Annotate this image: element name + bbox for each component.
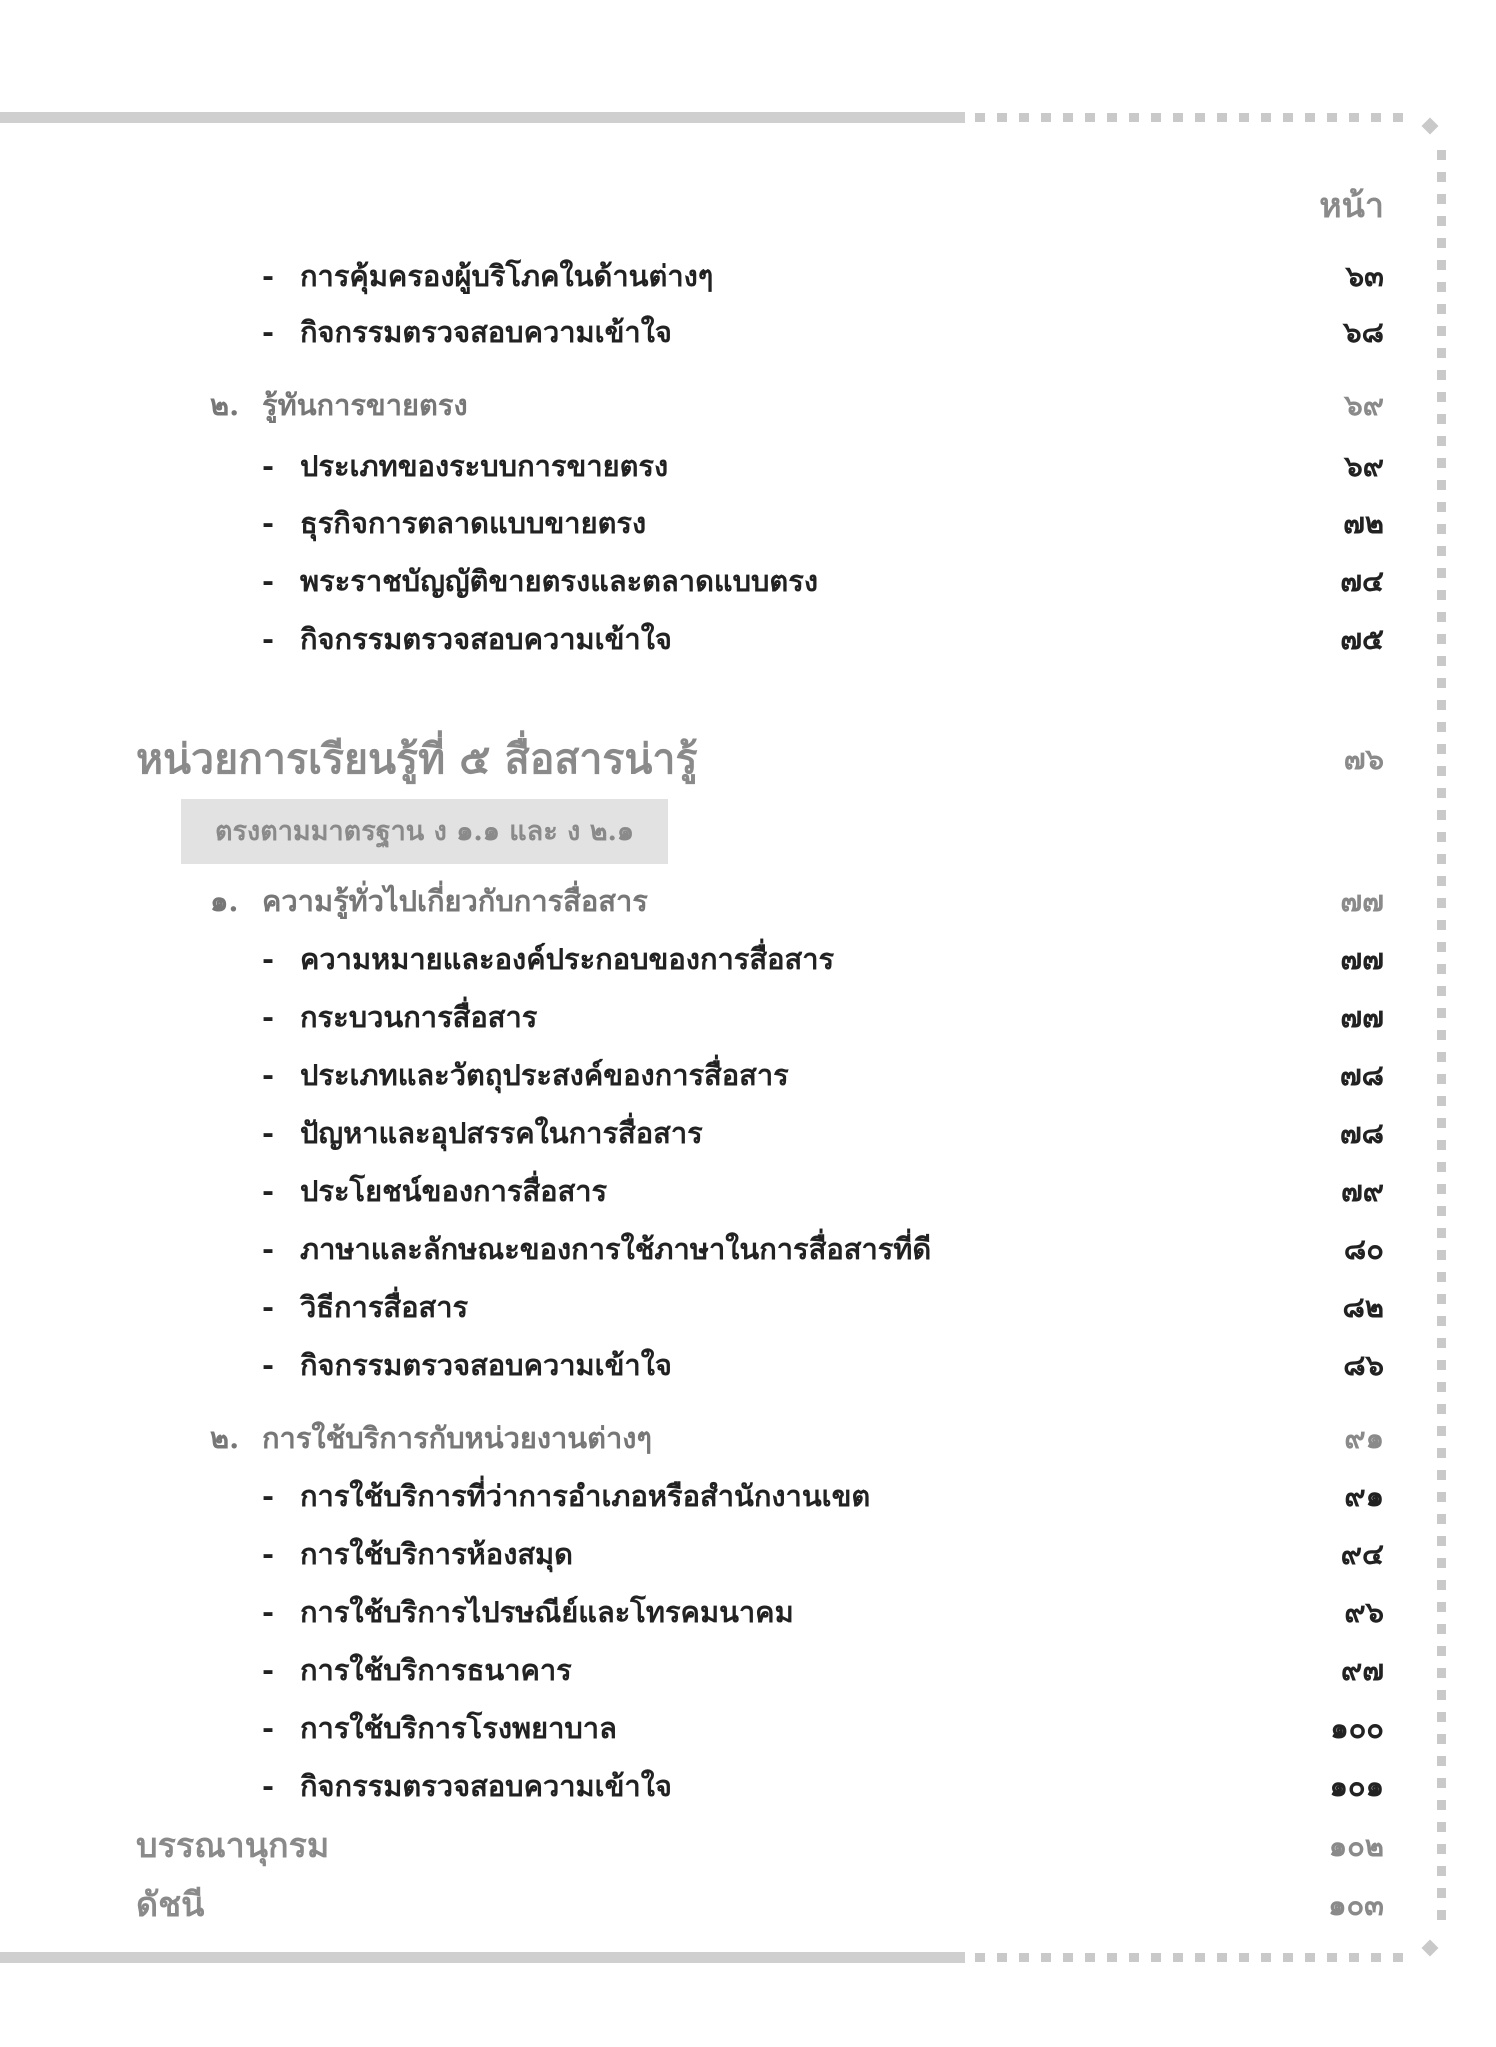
frame-top-bar: [0, 112, 965, 123]
toc-entry[interactable]: [0, 1337, 1496, 1393]
toc-bullet: -: [262, 1479, 275, 1513]
toc-entry[interactable]: [0, 1584, 1496, 1640]
toc-entry-title: ประเภทและวัตถุประสงค์ของการสื่อสาร: [300, 1058, 789, 1092]
toc-section-number: ๒.: [210, 388, 240, 422]
toc-entry[interactable]: [0, 1105, 1496, 1161]
toc-entry[interactable]: [0, 1221, 1496, 1277]
toc-page-number: ๗๗: [1340, 942, 1384, 976]
toc-page-number: ๗๙: [1340, 1174, 1384, 1208]
toc-page-number: ๘๐: [1343, 1232, 1384, 1266]
toc-entry-title: ประโยชน์ของการสื่อสาร: [300, 1174, 608, 1208]
frame-bottom-bar: [0, 1952, 965, 1963]
toc-page-number: ๖๙: [1344, 388, 1384, 422]
toc-entry[interactable]: [0, 1468, 1496, 1524]
toc-page-number: ๙๑: [1344, 1479, 1384, 1513]
toc-entry[interactable]: [0, 989, 1496, 1045]
toc-entry[interactable]: [0, 1279, 1496, 1335]
toc-entry[interactable]: [0, 1526, 1496, 1582]
toc-bullet: -: [262, 564, 275, 598]
toc-entry-title: พระราชบัญญัติขายตรงและตลาดแบบตรง: [300, 564, 818, 598]
toc-entry-title: การใช้บริการห้องสมุด: [300, 1537, 574, 1571]
toc-entry[interactable]: [0, 248, 1496, 304]
toc-page-number: ๗๘: [1339, 1116, 1384, 1150]
toc-entry-title: การใช้บริการโรงพยาบาล: [300, 1711, 617, 1745]
toc-bullet: -: [262, 1537, 275, 1571]
toc-unit-heading[interactable]: [0, 728, 1496, 790]
toc-page-number: ๗๗: [1340, 884, 1384, 918]
toc-section[interactable]: [0, 873, 1496, 929]
toc-bullet: -: [262, 1711, 275, 1745]
toc-page-number: ๘๒: [1342, 1290, 1384, 1324]
toc-entry[interactable]: [0, 304, 1496, 360]
toc-page-number: ๖๙: [1344, 449, 1384, 483]
toc-section-title: ความรู้ทั่วไปเกี่ยวกับการสื่อสาร: [262, 884, 648, 918]
frame-corner-diamond-icon: [1422, 118, 1439, 135]
toc-entry[interactable]: [0, 495, 1496, 551]
toc-page-number: ๑๐๒: [1328, 1829, 1384, 1863]
toc-index[interactable]: [0, 1877, 1496, 1933]
toc-entry-title: ปัญหาและอุปสรรคในการสื่อสาร: [300, 1116, 703, 1150]
toc-section-title: การใช้บริการกับหน่วยงานต่างๆ: [262, 1421, 652, 1455]
toc-entry-title: กิจกรรมตรวจสอบความเข้าใจ: [300, 1769, 672, 1803]
toc-section[interactable]: [0, 377, 1496, 433]
toc-page-number: ๑๐๐: [1330, 1711, 1384, 1745]
toc-bullet: -: [262, 1348, 275, 1382]
toc-entry-title: การคุ้มครองผู้บริโภคในด้านต่างๆ: [300, 259, 714, 293]
toc-bibliography-title: บรรณานุกรม: [136, 1826, 330, 1866]
toc-section-number: ๒.: [210, 1421, 240, 1455]
toc-entry-title: ภาษาและลักษณะของการใช้ภาษาในการสื่อสารที่ดี: [300, 1232, 932, 1266]
toc-entry-title: ธุรกิจการตลาดแบบขายตรง: [300, 506, 647, 540]
toc-page-number: ๗๘: [1339, 1058, 1384, 1092]
toc-bullet: -: [262, 1174, 275, 1208]
toc-entry-title: กิจกรรมตรวจสอบความเข้าใจ: [300, 622, 672, 656]
toc-entry[interactable]: [0, 1163, 1496, 1219]
toc-bullet: -: [262, 315, 275, 349]
toc-page-number: ๑๐๑: [1329, 1769, 1384, 1803]
toc-bullet: -: [262, 506, 275, 540]
toc-entry-title: ความหมายและองค์ประกอบของการสื่อสาร: [300, 942, 835, 976]
page-column-label: หน้า: [1319, 186, 1384, 226]
toc-entry[interactable]: [0, 1700, 1496, 1756]
toc-entry-title: การใช้บริการที่ว่าการอำเภอหรือสำนักงานเขต: [300, 1479, 871, 1513]
toc-page-number: ๗๖: [1343, 742, 1384, 776]
toc-page-number: ๗๗: [1340, 1000, 1384, 1034]
toc-entry[interactable]: [0, 931, 1496, 987]
standard-badge: [181, 799, 668, 864]
toc-page-number: ๙๖: [1344, 1595, 1384, 1629]
toc-bullet: -: [262, 1000, 275, 1034]
toc-page-number: ๖๘: [1343, 315, 1384, 349]
toc-entry-title: วิธีการสื่อสาร: [300, 1290, 469, 1324]
toc-bullet: -: [262, 1058, 275, 1092]
frame-top-dotted-line: [975, 113, 1405, 122]
toc-entry-title: กิจกรรมตรวจสอบความเข้าใจ: [300, 1348, 672, 1382]
toc-entry[interactable]: [0, 611, 1496, 667]
toc-bullet: -: [262, 259, 275, 293]
toc-page-number: ๗๒: [1343, 506, 1384, 540]
toc-page-number: ๗๕: [1340, 622, 1384, 656]
toc-page-number: ๙๔: [1340, 1537, 1384, 1571]
toc-page-number: ๙๑: [1344, 1421, 1384, 1455]
toc-bullet: -: [262, 1653, 275, 1687]
toc-page-number: ๗๔: [1340, 564, 1384, 598]
toc-entry-title: ประเภทของระบบการขายตรง: [300, 449, 669, 483]
toc-entry-title: กระบวนการสื่อสาร: [300, 1000, 538, 1034]
toc-unit-title: หน่วยการเรียนรู้ที่ ๕ สื่อสารน่ารู้: [136, 735, 698, 783]
toc-bullet: -: [262, 942, 275, 976]
frame-corner-diamond-icon: [1422, 1940, 1439, 1957]
toc-bullet: -: [262, 1595, 275, 1629]
toc-entry[interactable]: [0, 1642, 1496, 1698]
toc-bibliography[interactable]: [0, 1818, 1496, 1874]
toc-bullet: -: [262, 622, 275, 656]
toc-bullet: -: [262, 1232, 275, 1266]
toc-entry[interactable]: [0, 553, 1496, 609]
toc-bullet: -: [262, 1116, 275, 1150]
toc-entry[interactable]: [0, 1758, 1496, 1814]
toc-bullet: -: [262, 1290, 275, 1324]
toc-entry-title: กิจกรรมตรวจสอบความเข้าใจ: [300, 315, 672, 349]
toc-entry-title: การใช้บริการไปรษณีย์และโทรคมนาคม: [300, 1595, 794, 1629]
toc-bullet: -: [262, 449, 275, 483]
toc-entry[interactable]: [0, 438, 1496, 494]
toc-section[interactable]: [0, 1410, 1496, 1466]
toc-entry[interactable]: [0, 1047, 1496, 1103]
toc-section-number: ๑.: [210, 884, 239, 918]
standard-text: ตรงตามมาตรฐาน ง ๑.๑ และ ง ๒.๑: [215, 816, 635, 847]
toc-entry-title: การใช้บริการธนาคาร: [300, 1653, 572, 1687]
toc-page-number: ๘๖: [1343, 1348, 1384, 1382]
toc-bullet: -: [262, 1769, 275, 1803]
toc-page-number: ๖๓: [1345, 259, 1384, 293]
toc-page-number: ๙๗: [1340, 1653, 1384, 1687]
toc-index-title: ดัชนี: [136, 1885, 205, 1925]
frame-bottom-dotted-line: [975, 1953, 1405, 1962]
toc-section-title: รู้ทันการขายตรง: [262, 388, 468, 422]
toc-page-number: ๑๐๓: [1328, 1888, 1384, 1922]
